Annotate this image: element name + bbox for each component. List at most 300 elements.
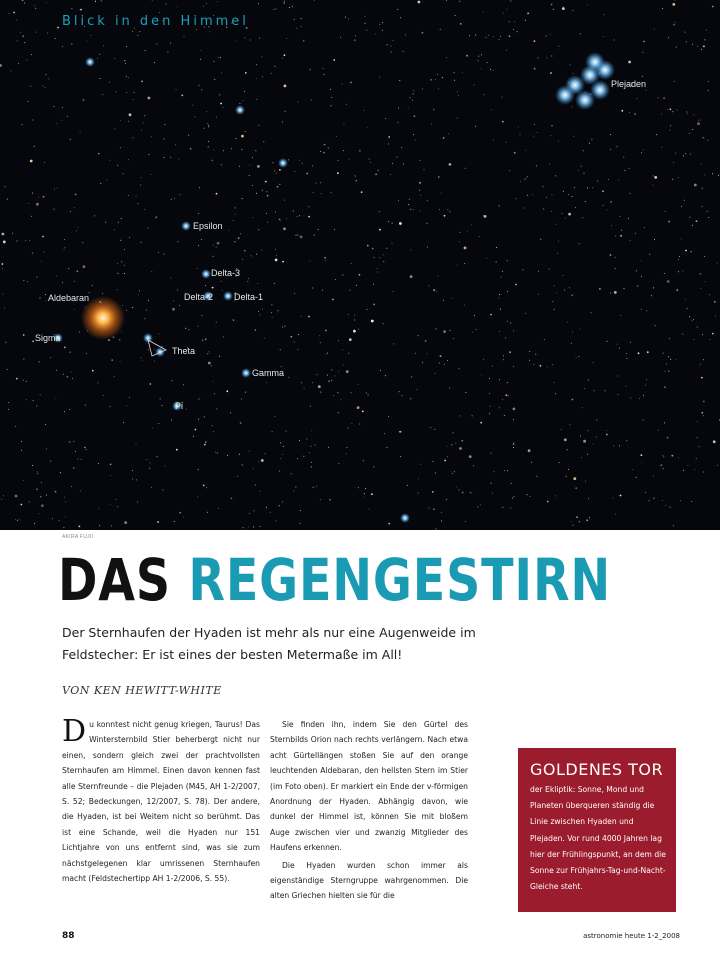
background-star xyxy=(353,330,356,333)
background-star xyxy=(137,203,138,204)
background-star xyxy=(392,243,393,244)
background-star xyxy=(177,6,178,7)
background-star xyxy=(132,470,133,471)
background-star xyxy=(175,144,176,145)
background-star xyxy=(680,500,681,501)
background-star xyxy=(422,32,424,34)
background-star xyxy=(377,272,378,273)
background-star xyxy=(444,215,446,217)
background-star xyxy=(683,270,684,271)
column-2-paragraph-2: Die Hyaden wurden schon immer als eigenständige Sterngruppe wahrgenommen. Die alten Griechen hielten sie für die xyxy=(270,860,468,901)
background-star xyxy=(203,6,204,7)
background-star xyxy=(94,215,95,216)
background-star xyxy=(22,35,24,37)
background-star xyxy=(114,376,115,377)
background-star xyxy=(506,9,507,10)
background-star xyxy=(557,253,558,254)
background-star xyxy=(2,294,3,295)
background-star xyxy=(252,157,253,158)
magazine-footer: astronomie heute 1-2_2008 xyxy=(583,932,680,940)
background-star xyxy=(569,287,570,288)
background-star xyxy=(403,164,404,165)
background-star xyxy=(615,514,616,515)
background-star xyxy=(55,38,56,39)
section-kicker: Blick in den Himmel xyxy=(62,14,249,29)
background-star xyxy=(151,271,152,272)
background-star xyxy=(697,437,698,438)
background-star xyxy=(701,163,702,164)
background-star xyxy=(172,308,175,311)
background-star xyxy=(239,103,240,104)
background-star xyxy=(588,498,589,499)
background-star xyxy=(397,122,398,123)
background-star xyxy=(324,144,326,146)
background-star xyxy=(638,285,639,286)
background-star xyxy=(260,491,261,492)
background-star xyxy=(275,520,276,521)
background-star xyxy=(56,123,57,124)
background-star xyxy=(247,281,248,282)
background-star xyxy=(413,90,414,91)
background-star xyxy=(142,360,143,361)
background-star xyxy=(342,84,343,85)
background-star xyxy=(217,242,220,245)
background-star xyxy=(603,14,604,15)
background-star xyxy=(451,444,452,445)
background-star xyxy=(583,150,584,151)
background-star xyxy=(550,34,551,35)
background-star xyxy=(198,419,199,420)
background-star xyxy=(20,32,21,33)
background-star xyxy=(607,341,608,342)
background-star xyxy=(294,171,295,172)
background-star xyxy=(126,310,127,311)
background-star xyxy=(398,108,399,109)
background-star xyxy=(377,268,378,269)
background-star xyxy=(616,344,617,345)
background-star xyxy=(163,157,164,158)
background-star xyxy=(410,275,413,278)
background-star xyxy=(656,134,657,135)
background-star xyxy=(636,270,637,271)
label-plejaden: Plejaden xyxy=(611,79,647,89)
background-star xyxy=(678,271,679,272)
background-star xyxy=(686,41,687,42)
background-star xyxy=(658,97,659,98)
background-star xyxy=(45,294,46,295)
background-star xyxy=(275,8,276,9)
background-star xyxy=(338,371,339,372)
background-star xyxy=(220,57,221,58)
background-star xyxy=(593,362,594,363)
background-star xyxy=(477,507,478,508)
background-star xyxy=(359,150,361,152)
background-star xyxy=(36,277,37,278)
background-star xyxy=(67,376,69,378)
background-star xyxy=(265,181,267,183)
background-star xyxy=(706,30,707,31)
background-star xyxy=(288,159,289,160)
background-star xyxy=(213,245,214,246)
background-star xyxy=(253,468,254,469)
background-star xyxy=(338,412,339,413)
background-star xyxy=(599,288,601,290)
background-star xyxy=(30,86,31,87)
background-star xyxy=(208,125,209,126)
background-star xyxy=(282,121,283,122)
background-star xyxy=(684,32,685,33)
background-star xyxy=(628,218,629,219)
background-star xyxy=(79,332,80,333)
background-star xyxy=(400,17,401,18)
background-star xyxy=(157,456,158,457)
background-star xyxy=(670,108,672,110)
background-star xyxy=(667,437,669,439)
background-star xyxy=(343,124,344,125)
background-star xyxy=(368,394,369,395)
background-star xyxy=(70,211,71,212)
background-star xyxy=(370,162,371,163)
background-star xyxy=(692,44,693,45)
background-star xyxy=(696,458,697,459)
background-star xyxy=(697,122,700,125)
background-star xyxy=(556,292,557,293)
background-star xyxy=(465,168,466,169)
background-star xyxy=(297,349,298,350)
background-star xyxy=(516,198,517,199)
background-star xyxy=(708,217,709,218)
background-star xyxy=(219,94,220,95)
background-star xyxy=(234,214,235,215)
background-star xyxy=(248,527,249,528)
background-star xyxy=(670,125,671,126)
background-star xyxy=(537,476,538,477)
background-star xyxy=(454,80,455,81)
background-star xyxy=(453,338,454,339)
background-star xyxy=(64,247,65,248)
background-star xyxy=(306,173,308,175)
background-star xyxy=(218,57,219,58)
background-star xyxy=(517,31,518,32)
background-star xyxy=(341,399,342,400)
background-star xyxy=(694,184,697,187)
background-star xyxy=(585,481,586,482)
background-star xyxy=(554,382,555,383)
background-star xyxy=(333,59,335,61)
background-star xyxy=(74,309,75,310)
background-star xyxy=(580,33,581,34)
background-star xyxy=(77,459,78,460)
background-star xyxy=(75,194,77,196)
background-star xyxy=(56,276,57,277)
background-star xyxy=(479,236,480,237)
background-star xyxy=(183,516,184,517)
background-star xyxy=(170,43,171,44)
background-star xyxy=(29,501,30,502)
background-star xyxy=(256,64,257,65)
background-star xyxy=(589,143,590,144)
background-star xyxy=(547,58,548,59)
background-star xyxy=(136,443,137,444)
background-star xyxy=(603,36,604,37)
background-star xyxy=(34,146,35,147)
background-star xyxy=(253,526,254,527)
background-star xyxy=(43,196,45,198)
background-star xyxy=(530,496,531,497)
background-star xyxy=(129,397,130,398)
background-star xyxy=(572,196,573,197)
background-star xyxy=(262,190,263,191)
background-star xyxy=(179,512,181,514)
background-star xyxy=(149,468,150,469)
background-star xyxy=(128,159,129,160)
background-star xyxy=(427,353,428,354)
background-star xyxy=(501,277,502,278)
background-star xyxy=(563,191,564,192)
background-star xyxy=(594,390,595,391)
background-star xyxy=(55,398,56,399)
background-star xyxy=(276,255,277,256)
background-star xyxy=(641,462,642,463)
background-star xyxy=(717,465,718,466)
background-star xyxy=(685,299,686,300)
background-star xyxy=(324,257,326,259)
background-star xyxy=(15,495,18,498)
background-star xyxy=(400,456,401,457)
background-star xyxy=(696,220,698,222)
background-star xyxy=(492,493,493,494)
background-star xyxy=(582,407,583,408)
background-star xyxy=(708,140,709,141)
background-star xyxy=(123,422,124,423)
background-star xyxy=(258,125,259,126)
background-star xyxy=(293,211,294,212)
background-star xyxy=(265,453,266,454)
background-star xyxy=(433,109,434,110)
background-star xyxy=(587,187,588,188)
background-star xyxy=(310,406,311,407)
background-star xyxy=(207,512,208,513)
background-star xyxy=(571,521,572,522)
background-star xyxy=(61,120,62,121)
background-star xyxy=(148,154,149,155)
background-star xyxy=(525,150,526,151)
background-star xyxy=(199,187,200,188)
background-star xyxy=(456,487,457,488)
background-star xyxy=(33,400,34,401)
background-star xyxy=(42,86,43,87)
background-star xyxy=(85,405,86,406)
background-star xyxy=(608,179,609,180)
background-star xyxy=(174,521,175,522)
background-star xyxy=(405,34,406,35)
background-star xyxy=(710,339,711,340)
background-star xyxy=(323,152,325,154)
background-star xyxy=(261,250,262,251)
background-star xyxy=(177,290,178,291)
background-star xyxy=(272,162,273,163)
background-star xyxy=(626,440,627,441)
background-star xyxy=(579,521,580,522)
background-star xyxy=(491,453,492,454)
background-star xyxy=(277,186,279,188)
background-star xyxy=(580,435,581,436)
background-star xyxy=(349,159,350,160)
background-star xyxy=(610,149,611,150)
background-star xyxy=(108,339,110,341)
background-star xyxy=(242,465,243,466)
bright-star xyxy=(400,513,410,523)
background-star xyxy=(418,335,419,336)
background-star xyxy=(441,521,442,522)
background-star xyxy=(514,152,516,154)
background-star xyxy=(499,39,500,40)
background-star xyxy=(39,361,40,362)
background-star xyxy=(383,323,384,324)
background-star xyxy=(484,215,487,218)
background-star xyxy=(533,136,534,137)
background-star xyxy=(338,463,339,464)
background-star xyxy=(420,464,421,465)
background-star xyxy=(171,420,172,421)
background-star xyxy=(460,0,461,1)
background-star xyxy=(257,165,260,168)
background-star xyxy=(266,213,267,214)
background-star xyxy=(324,74,325,75)
background-star xyxy=(621,110,623,112)
background-star xyxy=(551,125,553,127)
background-star xyxy=(504,470,505,471)
background-star xyxy=(279,470,280,471)
background-star xyxy=(231,497,233,499)
body-column-1 xyxy=(62,714,260,886)
background-star xyxy=(128,77,129,78)
background-star xyxy=(531,462,532,463)
background-star xyxy=(475,126,476,127)
background-star xyxy=(504,415,505,416)
background-star xyxy=(309,261,310,262)
background-star xyxy=(86,41,87,42)
background-star xyxy=(249,513,250,514)
background-star xyxy=(133,99,134,100)
background-star xyxy=(513,330,514,331)
background-star xyxy=(80,491,81,492)
background-star xyxy=(561,429,562,430)
background-star xyxy=(31,54,32,55)
background-star xyxy=(200,50,201,51)
background-star xyxy=(348,428,349,429)
background-star xyxy=(439,209,440,210)
background-star xyxy=(302,163,303,164)
background-star xyxy=(554,285,555,286)
background-star xyxy=(15,519,16,520)
background-star xyxy=(558,241,559,242)
background-star xyxy=(90,35,91,36)
background-star xyxy=(457,118,458,119)
background-star xyxy=(676,47,677,48)
background-star xyxy=(298,235,299,236)
background-star xyxy=(346,453,347,454)
background-star xyxy=(117,289,118,290)
background-star xyxy=(478,56,479,57)
background-star xyxy=(486,37,487,38)
background-star xyxy=(393,40,394,41)
background-star xyxy=(43,251,44,252)
background-star xyxy=(472,332,473,333)
background-star xyxy=(358,487,359,488)
background-star xyxy=(151,487,152,488)
background-star xyxy=(662,500,663,501)
background-star xyxy=(597,181,598,182)
background-star xyxy=(459,447,462,450)
background-star xyxy=(573,136,574,137)
background-star xyxy=(636,98,637,99)
background-star xyxy=(363,110,364,111)
background-star xyxy=(8,409,9,410)
background-star xyxy=(390,174,391,175)
background-star xyxy=(164,124,165,125)
background-star xyxy=(466,55,468,57)
background-star xyxy=(27,281,28,282)
background-star xyxy=(316,374,317,375)
background-star xyxy=(499,331,500,332)
background-star xyxy=(18,63,19,64)
background-star xyxy=(506,142,507,143)
background-star xyxy=(64,411,65,412)
background-star xyxy=(492,366,493,367)
background-star xyxy=(141,242,142,243)
background-star xyxy=(564,438,567,441)
background-star xyxy=(664,273,665,274)
background-star xyxy=(446,499,447,500)
background-star xyxy=(418,493,419,494)
background-star xyxy=(255,485,256,486)
background-star xyxy=(362,411,364,413)
background-star xyxy=(431,124,432,125)
background-star xyxy=(704,256,705,257)
background-star xyxy=(663,353,664,354)
drop-cap: D xyxy=(62,714,87,749)
background-star xyxy=(201,315,202,316)
background-star xyxy=(450,211,451,212)
background-star xyxy=(500,309,501,310)
background-star xyxy=(351,263,352,264)
background-star xyxy=(245,392,246,393)
background-star xyxy=(282,501,283,502)
background-star xyxy=(267,195,269,197)
background-star xyxy=(435,79,436,80)
background-star xyxy=(392,163,393,164)
background-star xyxy=(74,207,75,208)
background-star xyxy=(475,35,476,36)
background-star xyxy=(116,91,117,92)
background-star xyxy=(331,380,332,381)
background-star xyxy=(55,491,57,493)
background-star xyxy=(399,391,400,392)
background-star xyxy=(457,265,458,266)
background-star xyxy=(493,140,494,141)
background-star xyxy=(572,332,573,333)
background-star xyxy=(552,194,553,195)
background-star xyxy=(523,208,524,209)
background-star xyxy=(320,392,321,393)
background-star xyxy=(441,512,442,513)
background-star xyxy=(558,46,559,47)
background-star xyxy=(73,467,75,469)
background-star xyxy=(379,257,380,258)
background-star xyxy=(703,359,704,360)
background-star xyxy=(689,316,690,317)
